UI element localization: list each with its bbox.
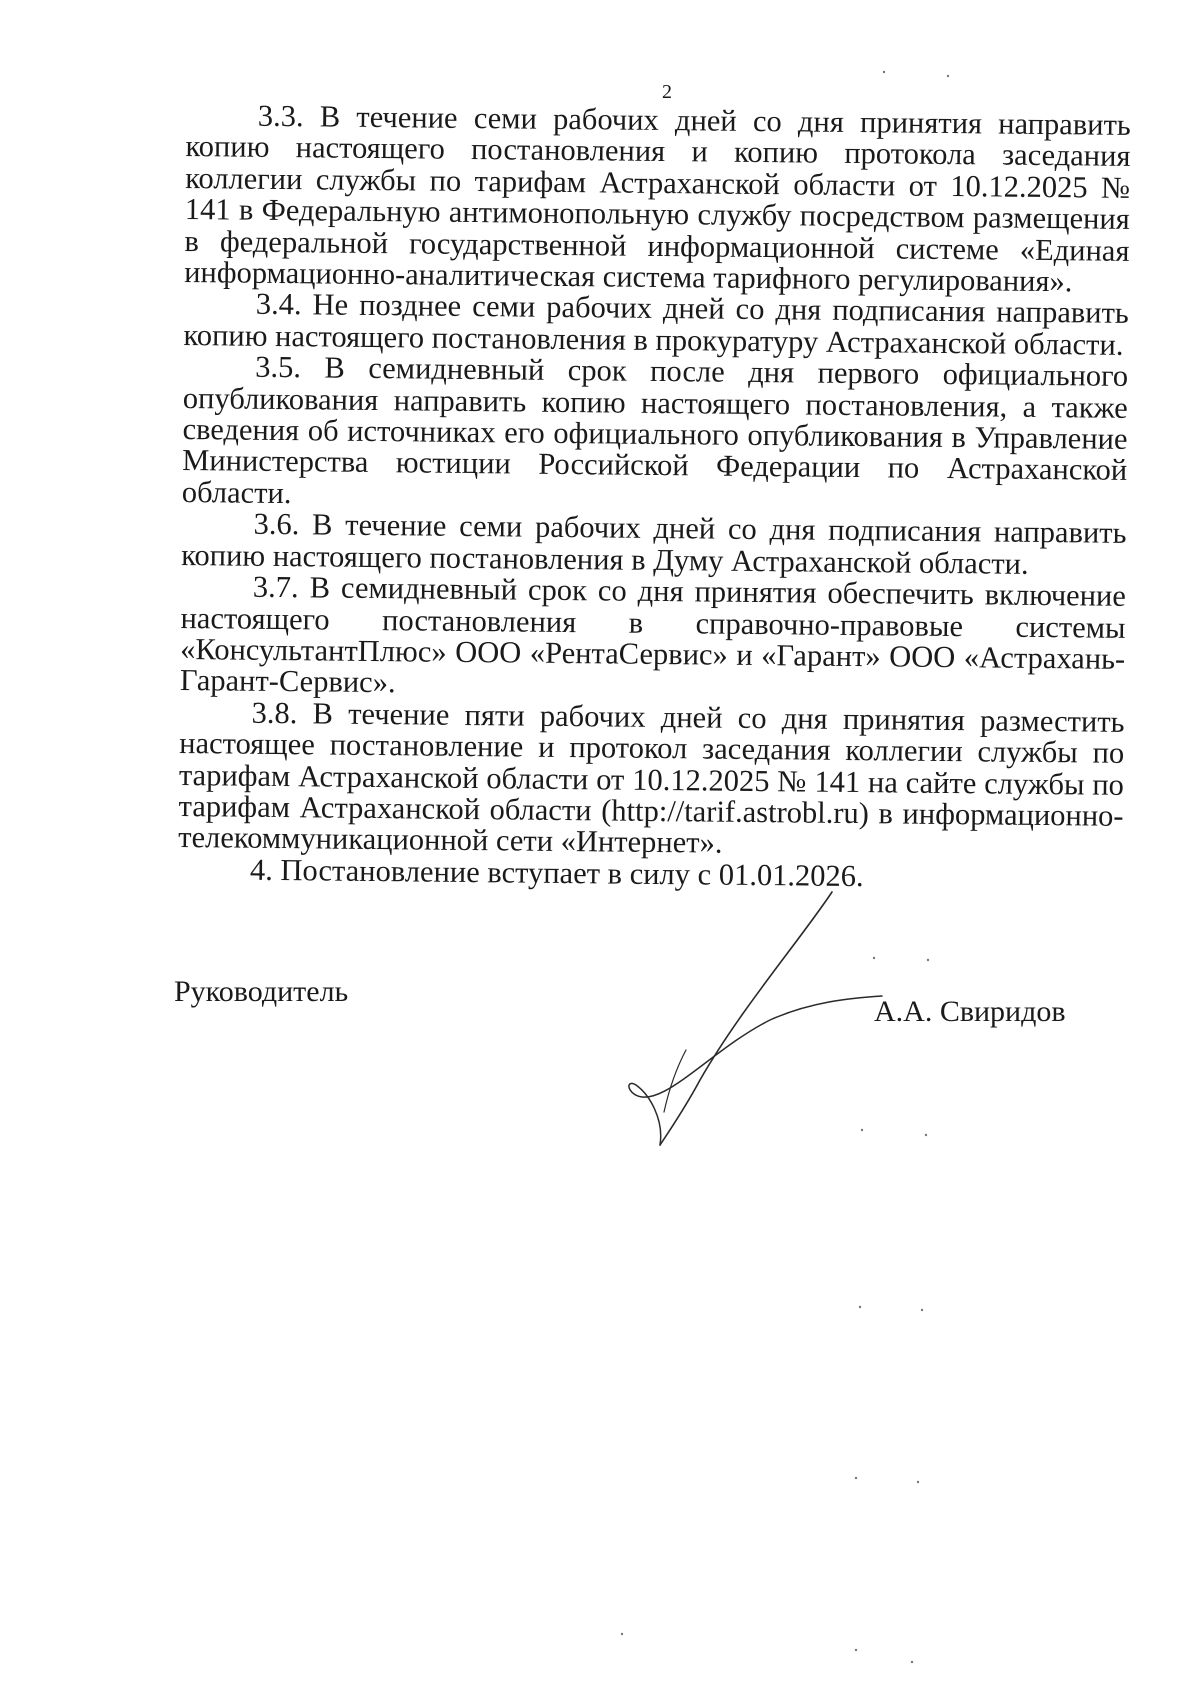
document-body: [178, 100, 1131, 895]
paragraph-3-6: 3.6. В течение семи рабочих дней со дня подписания направить копию настоящего постановления в Думу Астраханской области.: [181, 507, 1127, 581]
signature-stroke-inner: [664, 1050, 686, 1112]
paragraph-4: 4. Постановление вступает в силу с 01.01.2026.: [249, 852, 864, 893]
signature-stroke-main: [660, 892, 832, 1145]
signer-name: А.А. Свиридов: [874, 995, 1066, 1028]
paragraph-3-8: 3.8. В течение пяти рабочих дней со дня принятия разместить настоящее постановление и протокол заседания коллегии службы по тарифам Астраханской области от 10.12.2025 № 141 на сайте службы по тарифам Астраханской области (http://tarif.astrobl.ru) в информационно-телекоммуникационной сети «Интернет».: [178, 695, 1125, 861]
signature-stroke-loop: [629, 996, 882, 1145]
paragraph-3-7: 3.7. В семидневный срок со дня принятия обеспечить включение настоящего постановления в справочно-правовые системы «КонсультантПлюс» ООО «РентаСервис» и «Гарант» ООО «Астрахань-Гарант-Сервис».: [179, 569, 1127, 700]
paragraph-3-5: 3.5. В семидневный срок после дня первого официального опубликования направить копию настоящего постановления, а также сведения об источниках его официального опубликования в Управление Министерства юстиции Российской Федерации по Астраханской области.: [181, 349, 1129, 511]
signatory-position: Руководитель: [174, 975, 349, 1008]
paragraph-3-4: 3.4. Не позднее семи рабочих дней со дня подписания направить копию настоящего постановления в прокуратуру Астраханской области.: [183, 287, 1129, 362]
page-number: 2: [662, 81, 672, 103]
handwritten-signature: [620, 880, 900, 1150]
paragraph-3-3: 3.3. В течение семи рабочих дней со дня принятия направить копию настоящего постановления и копию протокола заседания коллегии службы по тарифам Астраханской области от 10.12.2025 № 141 в Федеральную антимонопольную службу посредством размещения в федеральной государственной информационной системе «Единая информационно-аналитическая система тарифного регулирования».: [184, 98, 1131, 299]
